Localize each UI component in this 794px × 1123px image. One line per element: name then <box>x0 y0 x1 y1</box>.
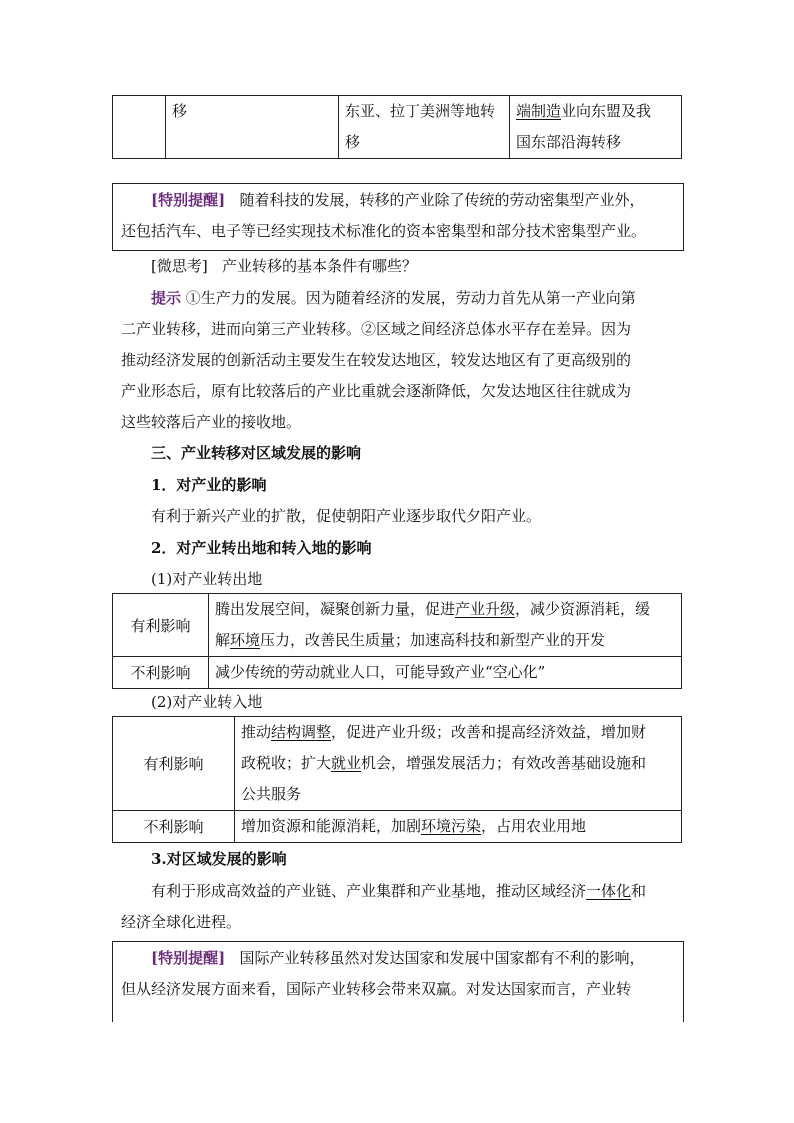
out-table-row2-text: 减少传统的劳动就业人口，可能导致产业“空心化” <box>215 663 546 681</box>
out-heading: (1)对产业转出地 <box>151 570 263 588</box>
note1-text1: 随着科技的发展，转移的产业除了传统的劳动密集型产业外， <box>239 191 645 209</box>
in-table-row1-label-cell <box>113 717 235 811</box>
out-row1-l1-b: ，减少资源消耗，缓 <box>515 600 651 618</box>
note1-label: [特别提醒] <box>151 191 226 209</box>
out-table-row1-label-cell <box>113 594 209 657</box>
sub1-heading: 1．对产业的影响 <box>151 476 267 494</box>
in-table-row2-content <box>235 811 682 843</box>
in-table-row2-text <box>235 811 681 842</box>
in-table-row2-label: 不利影响 <box>143 818 204 836</box>
think-answer-1: ①生产力的发展。因为随着经济的发展，劳动力首先从第一产业向第 <box>185 289 636 307</box>
top-table-cell-4-rest: 业向东盟及我 <box>561 102 652 120</box>
out-row1-l2-a: 解 <box>215 631 231 649</box>
out-table-row1-line1 <box>209 594 681 625</box>
in-table-row1-line2 <box>235 748 681 779</box>
top-table-cell-2 <box>166 96 339 159</box>
in-row1-l2-a: 政税收；扩大 <box>241 754 332 772</box>
out-table-row2-label-cell <box>113 657 209 689</box>
in-table-row1-label: 有利影响 <box>143 755 204 773</box>
top-table-cell-4-line1 <box>510 96 681 127</box>
out-table-row1-label: 有利影响 <box>130 616 191 635</box>
out-row1-l2-b: 压力，改善民生质量；加速高科技和新型产业的开发 <box>260 631 606 649</box>
top-table <box>112 95 682 159</box>
sub3-line2: 经济全球化进程。 <box>121 913 242 931</box>
in-row1-l2-b: 机会，增强发展活力；有效改善基础设施和 <box>361 754 647 772</box>
in-row2-u: 环境污染 <box>421 817 482 835</box>
think-answer-line1 <box>151 287 636 309</box>
think-question-line <box>151 255 417 277</box>
out-table-row1-line2 <box>209 625 681 656</box>
top-table-cell-3-line1: 东亚、拉丁美洲等地转 <box>345 102 496 120</box>
in-row1-l1-a: 推动 <box>241 723 272 741</box>
section3-heading: 三、产业转移对区域发展的影响 <box>151 444 362 462</box>
sub2-heading: 2．对产业转出地和转入地的影响 <box>151 539 372 557</box>
in-row1-l1-b: ，促进产业升级；改善和提高经济效益，增加财 <box>331 723 647 741</box>
out-table-row2-label: 不利影响 <box>130 664 191 682</box>
think-label: [微思考] <box>151 257 208 275</box>
sub1-text: 有利于新兴产业的扩散，促使朝阳产业逐步取代夕阳产业。 <box>151 507 542 525</box>
top-table-cell-3 <box>339 96 510 159</box>
in-row2-b: ，占用农业用地 <box>481 817 587 835</box>
note1-line2: 还包括汽车、电子等已经实现技术标准化的资本密集型和部分技术密集型产业。 <box>121 222 647 240</box>
in-table <box>112 716 682 843</box>
note2-line1 <box>151 947 645 969</box>
note2-text1: 国际产业转移虽然对发达国家和发展中国家都有不利的影响， <box>239 949 645 967</box>
think-answer-line2: 二产业转移，进而向第三产业转移。②区域之间经济总体水平存在差异。因为 <box>121 320 632 338</box>
think-answer-line5: 这些较落后产业的接收地。 <box>121 413 302 431</box>
tip-label: 提示 <box>151 289 182 307</box>
in-table-row2-label-cell <box>113 811 235 843</box>
sub3-line1 <box>151 880 646 902</box>
in-row1-l2-u: 就业 <box>331 754 362 772</box>
sub3-l1-u: 一体化 <box>586 882 632 900</box>
out-table-row2-content <box>209 657 682 689</box>
top-table-cell-4-line2: 国东部沿海转移 <box>516 133 622 151</box>
in-heading: (2)对产业转入地 <box>151 693 263 711</box>
out-row1-l1-u: 产业升级 <box>455 600 516 618</box>
top-table-cell-4-underlined: 端制造 <box>516 102 562 120</box>
note2-line2: 但从经济发展方面来看，国际产业转移会带来双赢。对发达国家而言，产业转 <box>121 980 632 998</box>
note2-label: [特别提醒] <box>151 949 226 967</box>
note1-line1 <box>151 189 645 211</box>
sub3-l1-b: 和 <box>631 882 647 900</box>
in-table-row1-content <box>235 717 682 811</box>
think-answer-line4: 产业形态后，原有比较落后的产业比重就会逐渐降低，欠发达地区往往就成为 <box>121 382 632 400</box>
in-row2-a: 增加资源和能源消耗，加剧 <box>241 817 422 835</box>
top-table-cell-1 <box>113 96 166 159</box>
sub3-l1-a: 有利于形成高效益的产业链、产业集群和产业基地，推动区域经济 <box>151 882 587 900</box>
in-table-row1-line3: 公共服务 <box>241 785 302 803</box>
out-table <box>112 593 682 689</box>
out-row1-l1-a: 腾出发展空间，凝聚创新力量，促进 <box>215 600 456 618</box>
in-table-row1-line1 <box>235 717 681 748</box>
top-table-cell-2-text: 移 <box>172 102 188 120</box>
think-answer-line3: 推动经济发展的创新活动主要发生在较发达地区，较发达地区有了更高级别的 <box>121 351 632 369</box>
in-row1-l1-u: 结构调整 <box>271 723 332 741</box>
out-row1-l2-u: 环境 <box>230 631 261 649</box>
sub3-heading: 3.对区域发展的影响 <box>151 850 287 868</box>
top-table-cell-4 <box>510 96 682 159</box>
think-question: 产业转移的基本条件有哪些？ <box>222 257 418 275</box>
top-table-cell-3-line2: 移 <box>345 133 361 151</box>
out-table-row1-content <box>209 594 682 657</box>
